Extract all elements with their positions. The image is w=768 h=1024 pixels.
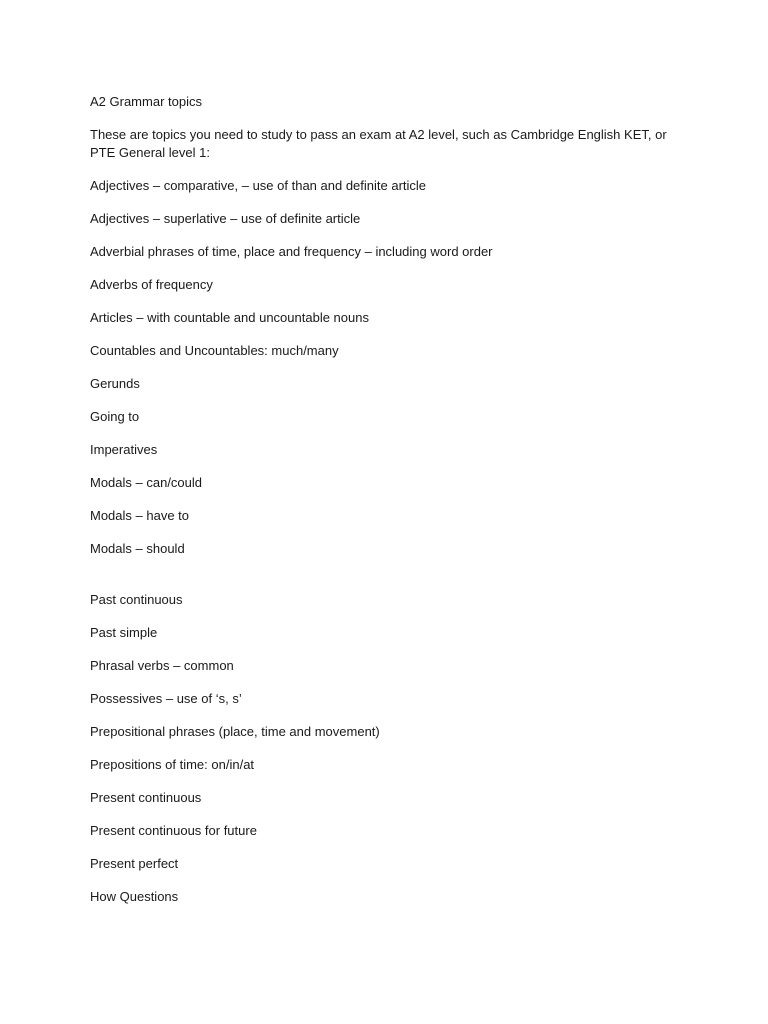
topic-list-2 xyxy=(90,591,690,906)
topic-item: How Questions xyxy=(90,889,179,904)
topic-item: Gerunds xyxy=(90,376,140,391)
topic-item: Present perfect xyxy=(90,856,179,871)
topic-item: Imperatives xyxy=(90,442,158,457)
topic-item: Adjectives – comparative, – use of than and definite article xyxy=(90,178,427,193)
document-title: A2 Grammar topics xyxy=(90,94,202,109)
topic-item: Going to xyxy=(90,409,140,424)
topic-item: Possessives – use of ‘s, s’ xyxy=(90,691,242,706)
topic-item: Prepositions of time: on/in/at xyxy=(90,757,255,772)
topic-list-1 xyxy=(90,177,690,558)
topic-item: Adverbs of frequency xyxy=(90,277,213,292)
topic-item: Countables and Uncountables: much/many xyxy=(90,343,339,358)
topic-item: Past continuous xyxy=(90,592,183,607)
intro-paragraph: These are topics you need to study to pass an exam at A2 level, such as Cambridge English KET, or PTE General level 1: xyxy=(90,127,667,160)
topic-item: Adjectives – superlative – use of definite article xyxy=(90,211,361,226)
document-body xyxy=(90,93,690,921)
topic-item: Articles – with countable and uncountable nouns xyxy=(90,310,369,325)
topic-item: Prepositional phrases (place, time and movement) xyxy=(90,724,380,739)
topic-item: Adverbial phrases of time, place and frequency – including word order xyxy=(90,244,493,259)
topic-item: Modals – should xyxy=(90,541,185,556)
topic-item: Modals – have to xyxy=(90,508,190,523)
topic-item: Present continuous xyxy=(90,790,202,805)
topic-item: Past simple xyxy=(90,625,158,640)
topic-item: Present continuous for future xyxy=(90,823,257,838)
topic-item: Modals – can/could xyxy=(90,475,203,490)
topic-item: Phrasal verbs – common xyxy=(90,658,234,673)
